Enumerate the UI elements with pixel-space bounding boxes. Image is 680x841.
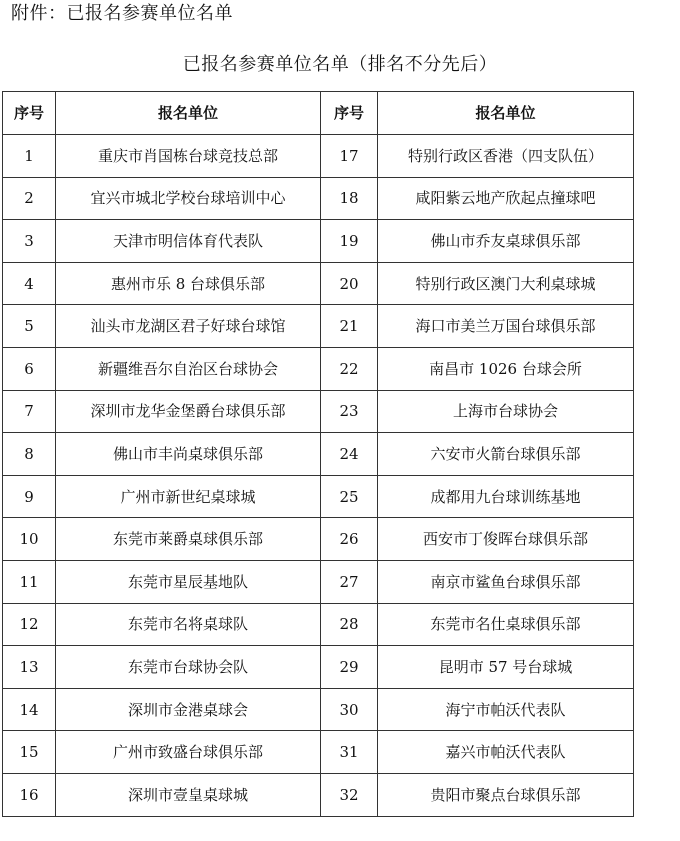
cell-no-right: 28 bbox=[321, 603, 378, 646]
cell-no-right: 17 bbox=[321, 135, 378, 178]
cell-no-right: 31 bbox=[321, 731, 378, 774]
table-row bbox=[3, 518, 634, 561]
cell-unit-left: 宜兴市城北学校台球培训中心 bbox=[56, 177, 321, 220]
cell-unit-left: 东莞市名将桌球队 bbox=[56, 603, 321, 646]
document-title: 已报名参赛单位名单（排名不分先后） bbox=[182, 54, 498, 75]
cell-no-left: 5 bbox=[3, 305, 56, 348]
header-unit-right: 报名单位 bbox=[378, 92, 634, 135]
cell-unit-right: 佛山市乔友桌球俱乐部 bbox=[378, 220, 634, 263]
cell-unit-left: 东莞市台球协会队 bbox=[56, 646, 321, 689]
cell-unit-left: 天津市明信体育代表队 bbox=[56, 220, 321, 263]
table-row bbox=[3, 262, 634, 305]
table-row bbox=[3, 305, 634, 348]
cell-no-left: 8 bbox=[3, 433, 56, 476]
cell-no-left: 10 bbox=[3, 518, 56, 561]
cell-no-right: 19 bbox=[321, 220, 378, 263]
table-row bbox=[3, 177, 634, 220]
table-row bbox=[3, 220, 634, 263]
cell-unit-left: 重庆市肖国栋台球竞技总部 bbox=[56, 135, 321, 178]
table-row bbox=[3, 390, 634, 433]
table-row bbox=[3, 731, 634, 774]
cell-no-right: 26 bbox=[321, 518, 378, 561]
cell-unit-right: 南京市鲨鱼台球俱乐部 bbox=[378, 560, 634, 603]
table-row bbox=[3, 688, 634, 731]
table-row bbox=[3, 347, 634, 390]
cell-unit-right: 西安市丁俊晖台球俱乐部 bbox=[378, 518, 634, 561]
cell-unit-right: 成都用九台球训练基地 bbox=[378, 475, 634, 518]
cell-unit-left: 东莞市莱爵桌球俱乐部 bbox=[56, 518, 321, 561]
cell-unit-left: 汕头市龙湖区君子好球台球馆 bbox=[56, 305, 321, 348]
cell-no-left: 2 bbox=[3, 177, 56, 220]
cell-no-right: 32 bbox=[321, 773, 378, 816]
cell-no-left: 14 bbox=[3, 688, 56, 731]
cell-unit-left: 惠州市乐 8 台球俱乐部 bbox=[56, 262, 321, 305]
cell-no-left: 15 bbox=[3, 731, 56, 774]
header-row bbox=[3, 92, 634, 135]
cell-no-left: 12 bbox=[3, 603, 56, 646]
cell-unit-right: 嘉兴市帕沃代表队 bbox=[378, 731, 634, 774]
cell-unit-right: 海口市美兰万国台球俱乐部 bbox=[378, 305, 634, 348]
cell-no-left: 3 bbox=[3, 220, 56, 263]
header-no-left: 序号 bbox=[3, 92, 56, 135]
cell-unit-left: 新疆维吾尔自治区台球协会 bbox=[56, 347, 321, 390]
cell-unit-left: 深圳市金港桌球会 bbox=[56, 688, 321, 731]
cell-no-left: 6 bbox=[3, 347, 56, 390]
cell-no-left: 1 bbox=[3, 135, 56, 178]
cell-no-right: 21 bbox=[321, 305, 378, 348]
table-row bbox=[3, 773, 634, 816]
header-unit-left: 报名单位 bbox=[56, 92, 321, 135]
table-row bbox=[3, 603, 634, 646]
cell-unit-left: 深圳市壹皇桌球城 bbox=[56, 773, 321, 816]
cell-unit-right: 上海市台球协会 bbox=[378, 390, 634, 433]
cell-no-right: 22 bbox=[321, 347, 378, 390]
cell-unit-left: 深圳市龙华金堡爵台球俱乐部 bbox=[56, 390, 321, 433]
header-no-right: 序号 bbox=[321, 92, 378, 135]
table-row bbox=[3, 135, 634, 178]
cell-no-right: 27 bbox=[321, 560, 378, 603]
cell-unit-right: 特别行政区香港（四支队伍） bbox=[378, 135, 634, 178]
cell-unit-right: 昆明市 57 号台球城 bbox=[378, 646, 634, 689]
registration-table bbox=[2, 91, 634, 817]
cell-no-right: 25 bbox=[321, 475, 378, 518]
cell-no-right: 23 bbox=[321, 390, 378, 433]
cell-no-left: 13 bbox=[3, 646, 56, 689]
cell-no-left: 7 bbox=[3, 390, 56, 433]
cell-unit-right: 六安市火箭台球俱乐部 bbox=[378, 433, 634, 476]
cell-unit-left: 佛山市丰尚桌球俱乐部 bbox=[56, 433, 321, 476]
cell-no-right: 29 bbox=[321, 646, 378, 689]
cell-no-right: 30 bbox=[321, 688, 378, 731]
cell-unit-right: 南昌市 1026 台球会所 bbox=[378, 347, 634, 390]
attachment-label: 附件：已报名参赛单位名单 bbox=[11, 3, 233, 24]
cell-unit-right: 特别行政区澳门大利桌球城 bbox=[378, 262, 634, 305]
cell-no-right: 20 bbox=[321, 262, 378, 305]
table-row bbox=[3, 433, 634, 476]
cell-unit-right: 东莞市名仕桌球俱乐部 bbox=[378, 603, 634, 646]
cell-no-left: 16 bbox=[3, 773, 56, 816]
cell-no-right: 18 bbox=[321, 177, 378, 220]
table-row bbox=[3, 560, 634, 603]
table-row bbox=[3, 475, 634, 518]
table-row bbox=[3, 646, 634, 689]
cell-unit-left: 广州市新世纪桌球城 bbox=[56, 475, 321, 518]
cell-unit-left: 广州市致盛台球俱乐部 bbox=[56, 731, 321, 774]
cell-unit-right: 咸阳紫云地产欣起点撞球吧 bbox=[378, 177, 634, 220]
cell-no-left: 4 bbox=[3, 262, 56, 305]
cell-no-left: 11 bbox=[3, 560, 56, 603]
cell-unit-right: 海宁市帕沃代表队 bbox=[378, 688, 634, 731]
cell-no-left: 9 bbox=[3, 475, 56, 518]
cell-no-right: 24 bbox=[321, 433, 378, 476]
cell-unit-left: 东莞市星辰基地队 bbox=[56, 560, 321, 603]
cell-unit-right: 贵阳市聚点台球俱乐部 bbox=[378, 773, 634, 816]
